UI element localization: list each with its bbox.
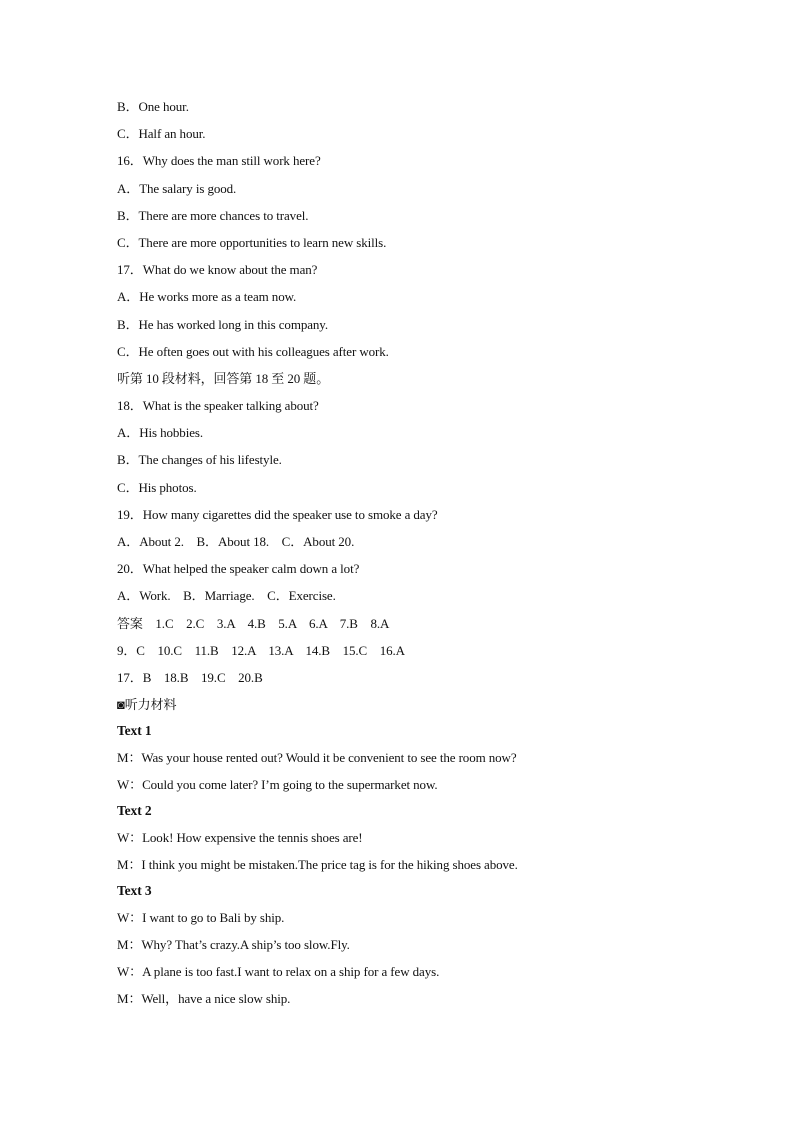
dialogue-line: M：Was your house rented out? Would it be convenient to see the room now? (117, 749, 517, 765)
option-a-q16: A．The salary is good. (117, 180, 237, 196)
document-page (117, 93, 717, 1012)
question-17: 17．What do we know about the man? (117, 262, 318, 278)
dialogue-line: W：I want to go to Bali by ship. (117, 909, 285, 925)
option-a-q18: A．His hobbies. (117, 425, 203, 441)
option-c-q17: C．He often goes out with his colleagues after work. (117, 343, 389, 359)
answer-key-row-2: 9．C 10.C 11.B 12.A 13.A 14.B 15.C 16.A (117, 642, 405, 658)
section-instruction: 听第 10 段材料，回答第 18 至 20 题。 (117, 370, 330, 386)
question-16: 16．Why does the man still work here? (117, 153, 321, 169)
question-20: 20．What helped the speaker calm down a lot? (117, 561, 360, 577)
options-q19: A．About 2. B．About 18. C．About 20. (117, 534, 355, 549)
dialogue-line: M：Well，have a nice slow ship. (117, 991, 291, 1007)
dialogue-line: W：A plane is too fast.I want to relax on a ship for a few days. (117, 963, 440, 979)
text-3-heading: Text 3 (117, 883, 152, 899)
option-b-q16: B．There are more chances to travel. (117, 207, 309, 223)
option-c-q16: C．There are more opportunities to learn new skills. (117, 234, 387, 250)
answer-key-row-1: 答案 1.C 2.C 3.A 4.B 5.A 6.A 7.B 8.A (117, 615, 390, 631)
option-b-q15: B．One hour. (117, 99, 189, 114)
option-c-q15: C．Half an hour. (117, 126, 206, 142)
options-q20: A．Work. B．Marriage. C．Exercise. (117, 588, 336, 604)
dialogue-line: W：Could you come later? I’m going to the supermarket now. (117, 777, 438, 792)
answer-key-row-3: 17．B 18.B 19.C 20.B (117, 669, 263, 685)
text-2-heading: Text 2 (117, 803, 152, 819)
dialogue-line: M：Why? That’s crazy.A ship’s too slow.Fly. (117, 936, 350, 952)
dialogue-line: M：I think you might be mistaken.The price tag is for the hiking shoes above. (117, 856, 518, 872)
question-18: 18．What is the speaker talking about? (117, 398, 319, 414)
question-19: 19．How many cigarettes did the speaker use to smoke a day? (117, 506, 438, 522)
text-1-heading: Text 1 (117, 723, 152, 739)
option-a-q17: A．He works more as a team now. (117, 289, 297, 305)
option-b-q17: B．He has worked long in this company. (117, 316, 329, 332)
dialogue-line: W：Look! How expensive the tennis shoes are! (117, 829, 363, 845)
option-c-q18: C．His photos. (117, 479, 197, 495)
option-b-q18: B．The changes of his lifestyle. (117, 452, 282, 468)
listening-material-heading: ◙听力材料 (117, 697, 177, 713)
